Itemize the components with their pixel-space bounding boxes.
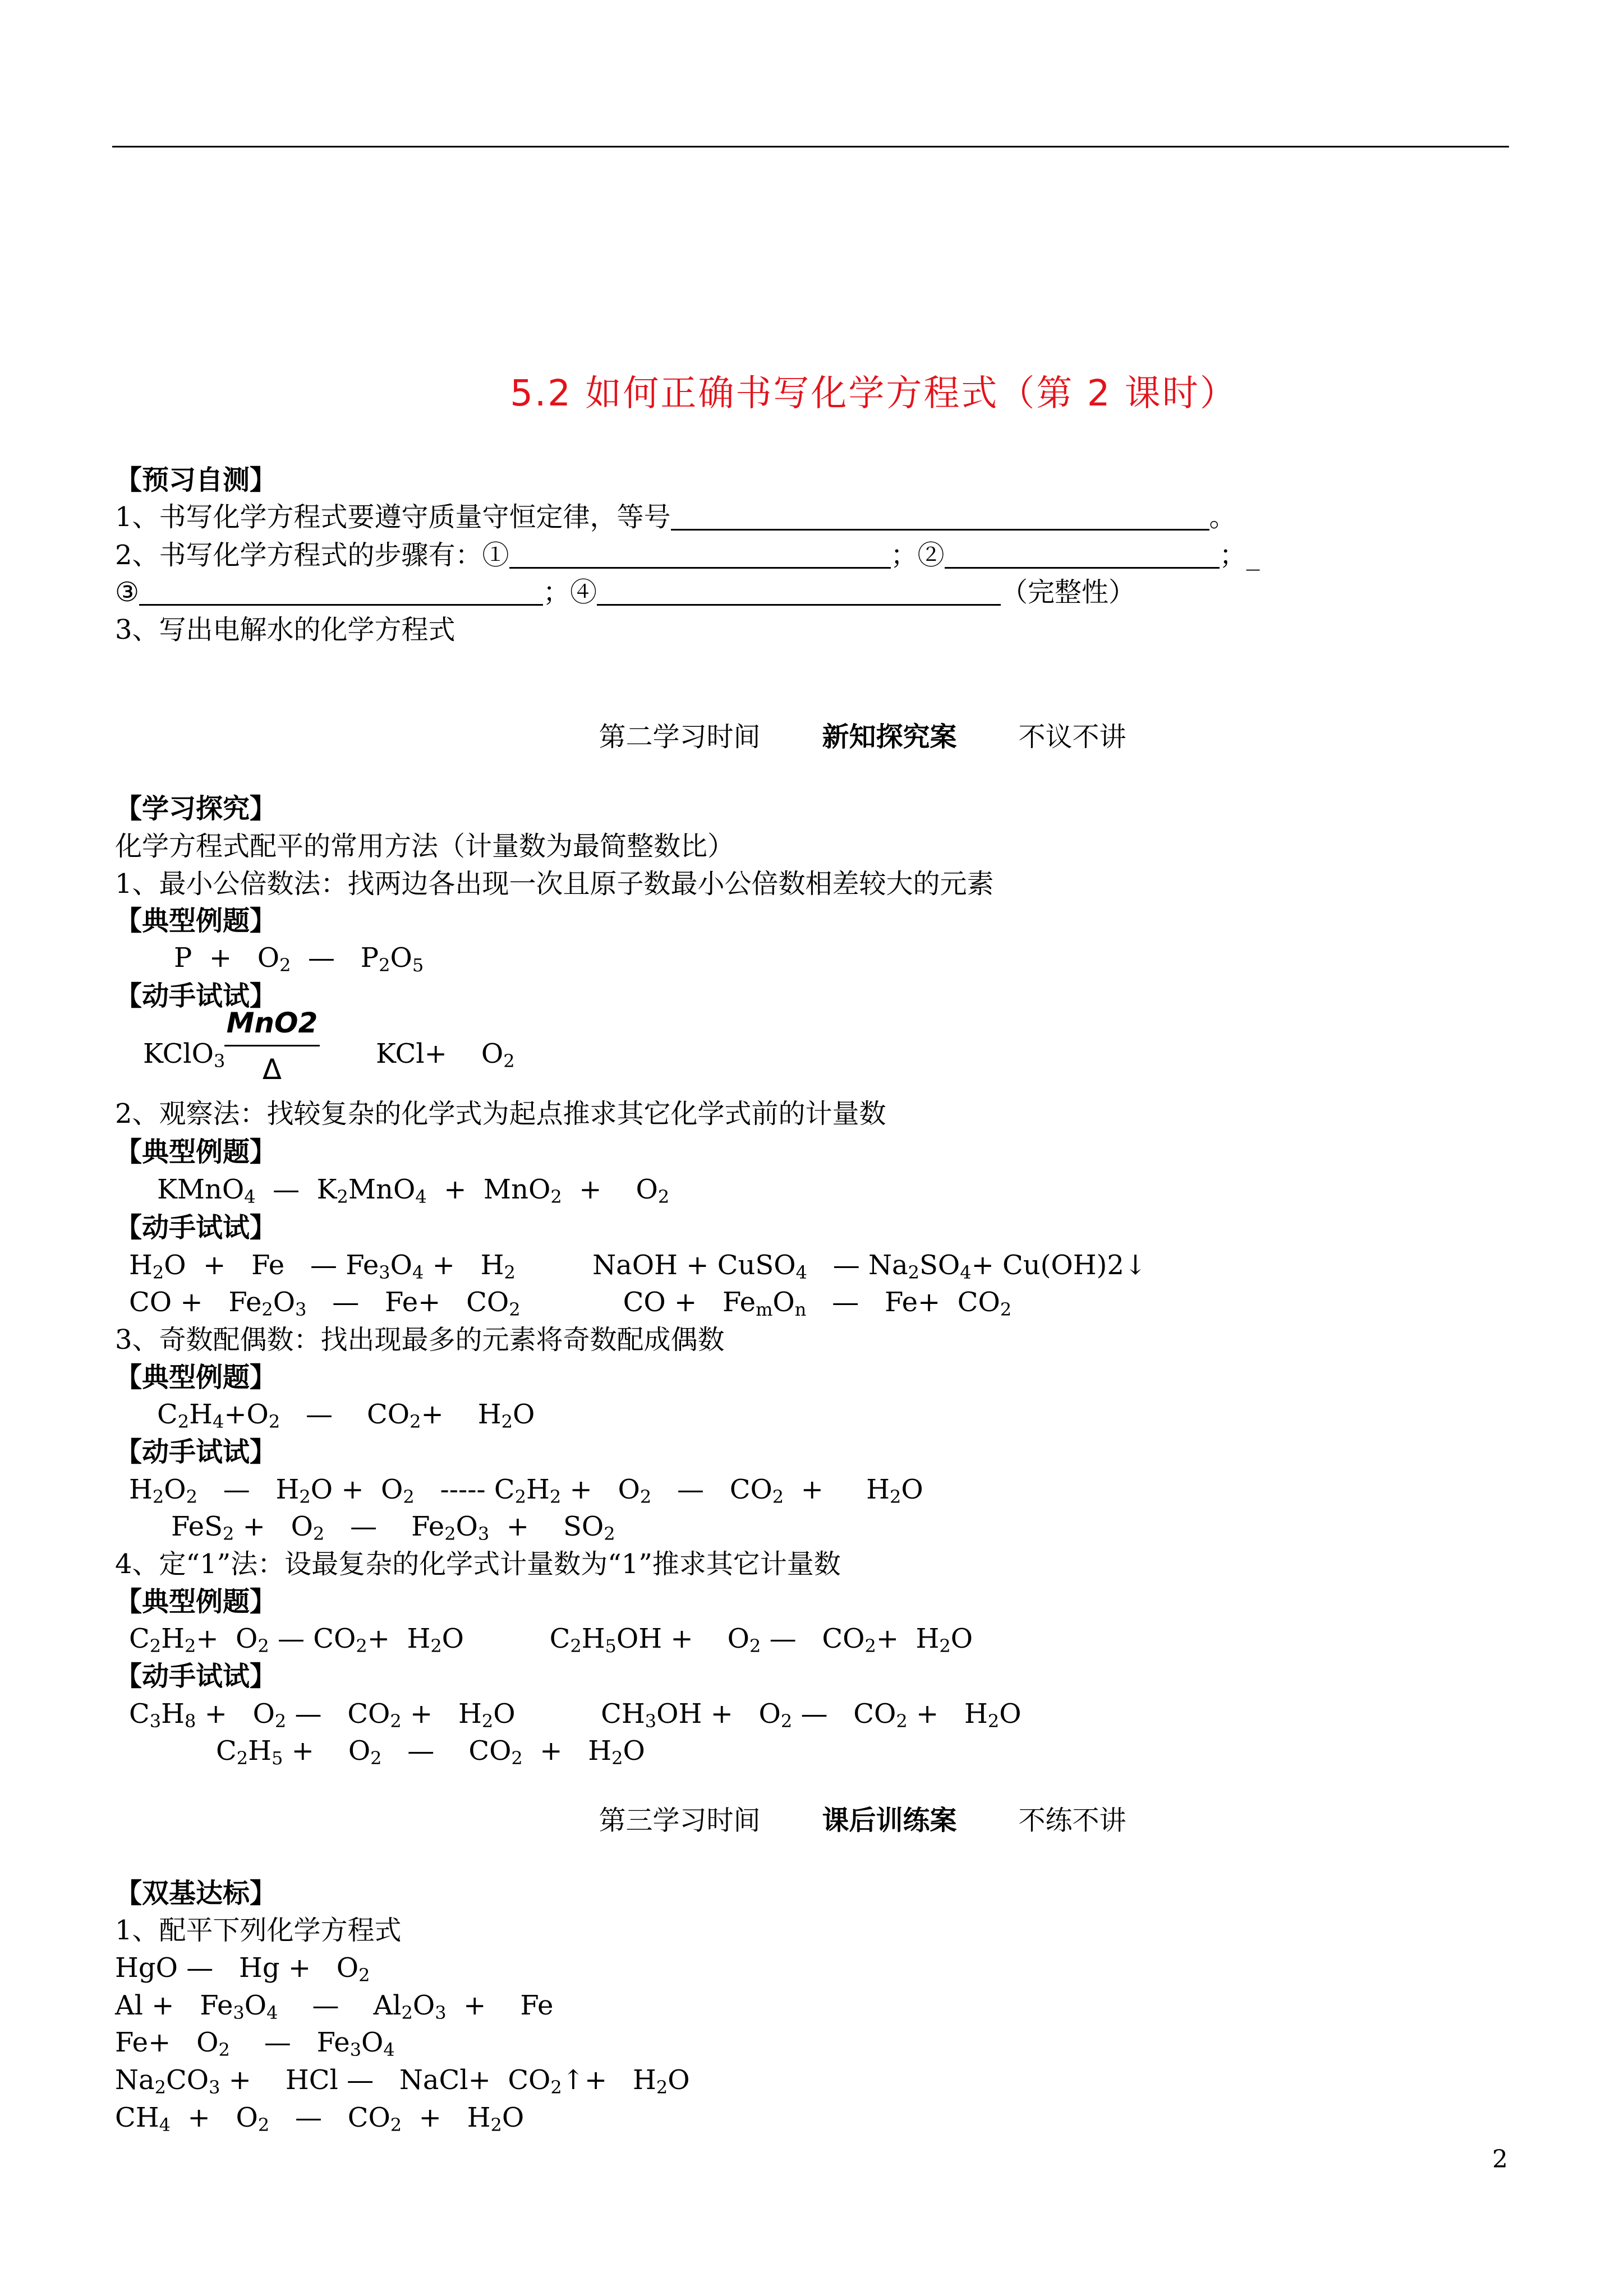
section3-part1: 第三学习时间: [599, 1805, 761, 1836]
explore-intro: 化学方程式配平的常用方法（计量数为最简整数比）: [115, 831, 735, 862]
q1-blank[interactable]: [671, 504, 1209, 531]
equation-2: KMnO$_4$ — $K_2MnO_4 + MnO_2$ + $O_2$: [157, 1174, 670, 1207]
q2-text: 2、书写化学方程式的步骤有：①: [115, 540, 509, 571]
practice-eq-2: $Al + Fe_3O_4$ — $Al_2O_3$ + Fe: [115, 1990, 554, 2023]
equation-8: $C_2H_2+ O_2$ — $CO_2+ H_2O$ $C_2H_5OH$ + $O_2$ — $CO_2+ H_2O$: [129, 1623, 973, 1657]
equation-5: $C_2H_4+O_2$ — $CO_2+$ $H_2O$: [157, 1399, 535, 1432]
equation-4: CO + $Fe_2O_3$ — $Fe+ CO_2$ CO + $Fe_mO_n$ — $Fe+ CO_2$: [129, 1287, 1012, 1320]
practice-eq-3: $Fe+ O_2$ — $Fe_3O_4$: [115, 2027, 395, 2060]
q2-blank-1[interactable]: [509, 542, 891, 569]
q1-end: 。: [1209, 501, 1236, 533]
method-2: 2、观察法：找较复杂的化学式为起点推求其它化学式前的计量数: [115, 1098, 886, 1129]
section2-part1: 第二学习时间: [599, 721, 761, 753]
method-4: 4、定“1”法：设最复杂的化学式计量数为“1”推求其它计量数: [115, 1548, 841, 1580]
equation-kclo3-right: KCl+ $O_2$: [376, 1038, 515, 1072]
equation-3: $H_2O + Fe$ — $Fe_3O_4 + H_2$ NaOH + CuSO$_4$ — $Na_2SO_4+$ Cu(OH)2↓: [129, 1250, 1147, 1283]
equation-10: $C_2H_5$ + $O_2$ — $CO_2 + H_2O$: [216, 1735, 645, 1769]
section2-part3: 不议不讲: [1018, 721, 1126, 753]
equation-7: $FeS_2 + O_2$ — $Fe_2O_3$ + $SO_2$: [171, 1511, 615, 1545]
try-heading-1: 【动手试试】: [115, 980, 277, 1012]
example-heading-2: 【典型例题】: [115, 1136, 277, 1168]
preview-heading: 【预习自测】: [115, 464, 277, 496]
section3-part3: 不练不讲: [1018, 1805, 1126, 1836]
section2-header: [0, 721, 1624, 753]
q2-blank-3[interactable]: [139, 579, 543, 606]
q2-blank-2[interactable]: [945, 542, 1220, 569]
page-number: 2: [1492, 2145, 1508, 2174]
practice-q1: 1、配平下列化学方程式: [115, 1915, 402, 1946]
preview-q1: [115, 501, 1236, 533]
try-heading-2: 【动手试试】: [115, 1212, 277, 1243]
practice-heading: 【双基达标】: [115, 1878, 277, 1909]
q2-end: ；_: [1219, 540, 1260, 571]
equation-6: $H_2O_2$ — $H_2O + O_2$ ----- $C_2H_2 + O_2$ — $CO_2$ + $H_2O$: [129, 1474, 923, 1507]
example-heading-4: 【典型例题】: [115, 1586, 277, 1617]
try-heading-3: 【动手试试】: [115, 1436, 277, 1468]
equation-1: $P + O_2$ — $P_2O_5$: [174, 942, 424, 976]
equation-kclo3-left: KClO$_3$: [143, 1038, 226, 1072]
q2-blank-4[interactable]: [597, 579, 1001, 606]
practice-eq-5: $CH_4 + O_2$ — $CO_2 + H_2O$: [115, 2102, 525, 2136]
example-heading-1: 【典型例题】: [115, 905, 277, 937]
catalyst-condition: [224, 1007, 320, 1086]
heat-symbol: Δ: [262, 1053, 282, 1086]
preview-q3: 3、写出电解水的化学方程式: [115, 614, 456, 646]
section3-part2: 课后训练案: [822, 1805, 957, 1836]
explore-heading: 【学习探究】: [115, 793, 277, 824]
page-title: 5.2 如何正确书写化学方程式（第 2 课时）: [510, 373, 1237, 414]
method-1: 1、最小公倍数法：找两边各出现一次且原子数最小公倍数相差较大的元素: [115, 868, 994, 900]
catalyst-mno2: MnO2: [226, 1007, 318, 1039]
preview-q2: [115, 542, 1260, 569]
equation-9: $C_3H_8 + O_2$ — $CO_2 + H_2O$ $CH_3OH + O_2$ — $CO_2 + H_2O$: [129, 1698, 1022, 1732]
preview-q2b: [115, 579, 1135, 606]
practice-eq-1: HgO — $Hg + O_2$: [115, 1952, 370, 1986]
section3-header: [0, 1807, 1624, 1834]
header-rule: [112, 146, 1509, 147]
try-heading-4: 【动手试试】: [115, 1661, 277, 1692]
practice-eq-4: $Na_2CO_3$ + HCl — NaCl+ $CO_2↑+ H_2O$: [115, 2064, 690, 2098]
section2-part2: 新知探究案: [822, 721, 957, 753]
method-3: 3、奇数配偶数：找出现最多的元素将奇数配成偶数: [115, 1324, 725, 1356]
q1-text: 1、书写化学方程式要遵守质量守恒定律，等号: [115, 501, 671, 533]
q2b-end: （完整性）: [1001, 577, 1136, 608]
example-heading-3: 【典型例题】: [115, 1362, 277, 1393]
q2b-mid: ；④: [543, 577, 597, 608]
q2b-start: ③: [115, 577, 140, 608]
reaction-bar: [224, 1045, 320, 1046]
q2-mid: ；②: [890, 540, 945, 571]
